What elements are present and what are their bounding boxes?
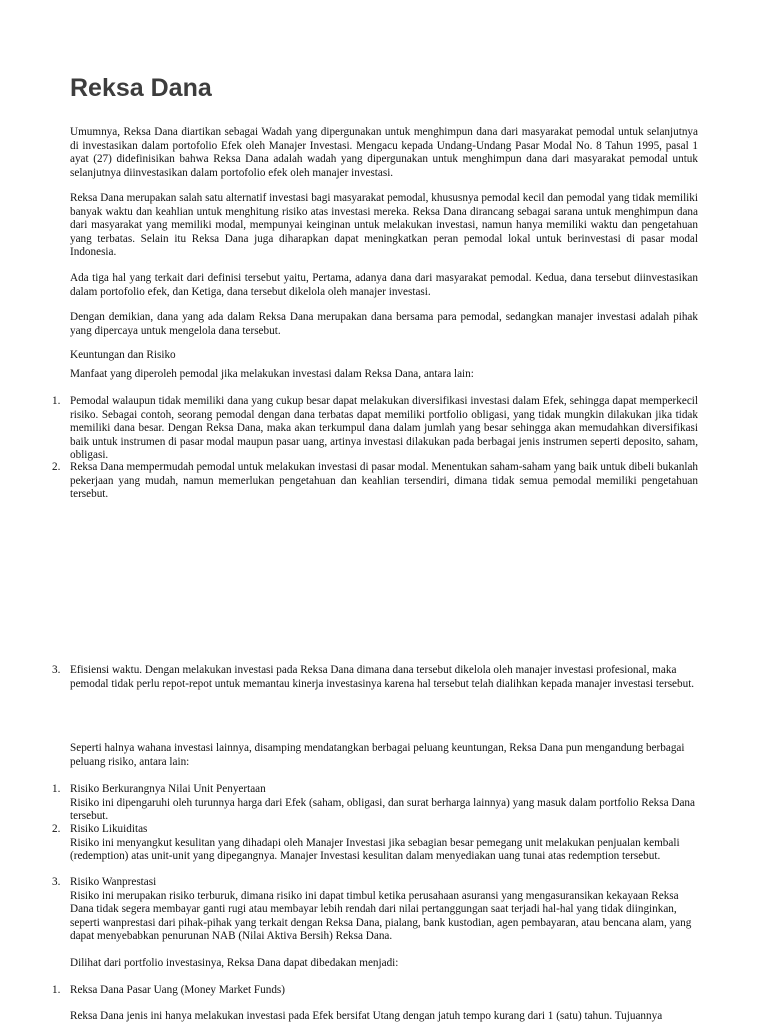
list-number: 1. bbox=[52, 984, 61, 996]
list-number: 1. bbox=[52, 395, 61, 407]
list-item bbox=[52, 984, 698, 998]
list-item-text: Efisiensi waktu. Dengan melakukan investasi pada Reksa Dana dimana dana tersebut dikelola oleh manajer investasi profesional, maka pemodal tidak perlu repot-repot untuk memantau kinerja investasinya karena hal tersebut telah dialihkan kepada manajer investasi tersebut. bbox=[70, 664, 695, 690]
paragraph-money-market: Reksa Dana jenis ini hanya melakukan investasi pada Efek bersifat Utang dengan jatuh tempo kurang dari 1 (satu) tahun. Tujuannya bbox=[70, 1010, 663, 1022]
risk-title: Risiko Likuiditas bbox=[70, 823, 148, 835]
paragraph-alternative: Reksa Dana merupakan salah satu alternatif investasi bagi masyarakat pemodal, khususnya pemodal kecil dan pemodal yang tidak memiliki banyak waktu dan keahlian untuk menghitung risiko atas investasi mereka. Reksa Dana dirancang sebagai sarana untuk menghimpun dana dari masyarakat yang memiliki modal, mempunyai keinginan untuk melakukan investasi, namun hanya memiliki waktu dan pengetahuan yang terbatas. Selain itu Reksa Dana juga diharapkan dapat meningkatkan peran pemodal lokal untuk berinvestasi di pasar modal Indonesia. bbox=[70, 192, 698, 259]
intro-manfaat: Manfaat yang diperoleh pemodal jika melakukan investasi dalam Reksa Dana, antara lain: bbox=[70, 368, 474, 380]
intro-jenis: Dilihat dari portfolio investasinya, Reksa Dana dapat dibedakan menjadi: bbox=[70, 957, 399, 969]
paragraph-conclusion: Dengan demikian, dana yang ada dalam Reksa Dana merupakan dana bersama para pemodal, sedangkan manajer investasi adalah pihak yang dipercaya untuk mengelola dana tersebut. bbox=[70, 311, 698, 337]
risk-text: Risiko ini merupakan risiko terburuk, dimana risiko ini dapat timbul ketika perusahaan asuransi yang mengasuransikan kekayaan Reksa Dana tidak segera membayar ganti rugi atau membayar lebih rendah dari nilai pertanggungan saat terjadi hal-hal yang tidak diinginkan, seperti wanprestasi dari pihak-pihak yang terkait dengan Reksa Dana, pialang, bank kustodian, agen pembayaran, atau bencana alam, yang dapat menyebabkan penurunan NAB (Nilai Aktiva Bersih) Reksa Dana. bbox=[70, 889, 692, 943]
list-number: 2. bbox=[52, 823, 61, 835]
risk-text: Risiko ini dipengaruhi oleh turunnya harga dari Efek (saham, obligasi, dan surat berharga lainnya) yang masuk dalam portfolio Reksa Dana tersebut. bbox=[70, 796, 695, 823]
page-title: Reksa Dana bbox=[70, 74, 212, 102]
list-item bbox=[52, 395, 698, 463]
section-heading-keuntungan: Keuntungan dan Risiko bbox=[70, 349, 176, 361]
list-item-text: Reksa Dana mempermudah pemodal untuk melakukan investasi di pasar modal. Menentukan saham-saham yang baik untuk dibeli bukanlah pekerjaan yang mudah, namun memerlukan pengetahuan dan keahlian tersendiri, dimana tidak semua pemodal memiliki pengetahuan tersebut. bbox=[70, 461, 698, 501]
risk-title: Risiko Wanprestasi bbox=[70, 876, 157, 888]
type-title: Reksa Dana Pasar Uang (Money Market Funds) bbox=[70, 984, 285, 996]
list-number: 3. bbox=[52, 876, 61, 888]
list-item bbox=[52, 783, 698, 824]
list-item bbox=[52, 823, 698, 864]
paragraph-three-things: Ada tiga hal yang terkait dari definisi tersebut yaitu, Pertama, adanya dana dari masyarakat pemodal. Kedua, dana tersebut diinvestasikan dalam portofolio efek, dan Ketiga, dana tersebut dikelola oleh manajer investasi. bbox=[70, 272, 698, 298]
risk-text: Risiko ini menyangkut kesulitan yang dihadapi oleh Manajer Investasi jika sebagian besar pemegang unit melakukan penjualan kembali (redemption) atas unit-unit yang dipegangnya. Manajer Investasi kesulitan dalam menyediakan uang tunai atas redemption tersebut. bbox=[70, 836, 680, 863]
list-number: 2. bbox=[52, 461, 61, 473]
list-item-text: Pemodal walaupun tidak memiliki dana yang cukup besar dapat melakukan diversifikasi investasi dalam Efek, sehingga dapat memperkecil risiko. Sebagai contoh, seorang pemodal dengan dana terbatas dapat memiliki portfolio obligasi, yang tidak mungkin dilakukan jika tidak memiliki dana besar. Dengan Reksa Dana, maka akan terkumpul dana dalam jumlah yang besar sehingga akan memudahkan diversifikasi baik untuk instrumen di pasar modal maupun pasar uang, artinya investasi dilakukan pada berbagai jenis instrumen seperti deposito, saham, obligasi. bbox=[70, 395, 698, 462]
list-item bbox=[52, 461, 698, 502]
list-item bbox=[52, 664, 698, 691]
risk-title: Risiko Berkurangnya Nilai Unit Penyertaan bbox=[70, 783, 266, 795]
list-item bbox=[52, 876, 698, 944]
list-number: 3. bbox=[52, 664, 61, 676]
intro-risiko: Seperti halnya wahana investasi lainnya, disamping mendatangkan berbagai peluang keuntungan, Reksa Dana pun mengandung berbagai peluang risiko, antara lain: bbox=[70, 742, 685, 768]
paragraph-definition: Umumnya, Reksa Dana diartikan sebagai Wadah yang dipergunakan untuk menghimpun dana dari masyarakat pemodal untuk selanjutnya di investasikan dalam portofolio Efek oleh Manajer Investasi. Mengacu kepada Undang-Undang Pasar Modal No. 8 Tahun 1995, pasal 1 ayat (27) didefinisikan bahwa Reksa Dana adalah wadah yang dipergunakan untuk menghimpun dana dari masyarakat pemodal untuk selanjutnya diinvestasikan dalam portofolio efek oleh manajer investasi. bbox=[70, 126, 698, 179]
list-number: 1. bbox=[52, 783, 61, 795]
